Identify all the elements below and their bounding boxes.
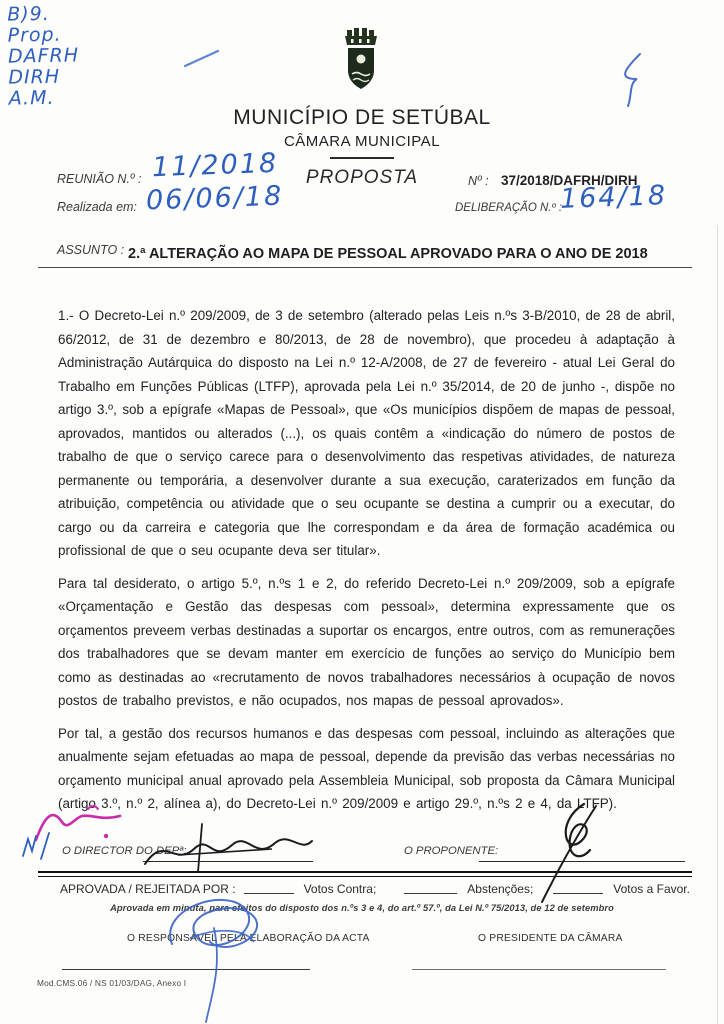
proponente-signature-scribble — [522, 798, 614, 906]
corner-annotation-line: DIRH — [8, 65, 61, 89]
assunto-value: 2.ª ALTERAÇÃO AO MAPA DE PESSOAL APROVADO PARA O ANO DE 2018 — [128, 246, 648, 262]
abstentions-blank — [404, 882, 457, 894]
responsavel-label: O RESPONSÁVEL PELA ELABORAÇÃO DA ACTA — [127, 933, 370, 944]
proponente-label: O PROPONENTE: — [404, 845, 499, 857]
body-paragraph: Para tal desiderato, o artigo 5.º, n.ºs 1 e 2, do referido Decreto-Lei n.º 209/2009, sob a epígrafe «Orçamentação e Gestão das despesas com pessoal», determina expressamente que os orçamentos preveem verbas destinadas a suportar os encargos, entre outros, com as remunerações dos trabalhadores que se devam manter em exercício de funções ao serviço do Município bem como as destinadas ao «recrutamento de novos trabalhadores necessários à ocupação de novos postos de trabalho previstos, e não ocupados, nos mapas de pessoal aprovados». — [58, 575, 675, 708]
body-paragraph: 1.- O Decreto-Lei n.º 209/2009, de 3 de setembro (alterado pelas Leis n.ºs 3-B/2010, de 28 de abril, 66/2012, de 31 de dezembro e 80/2013, de 28 de novembro), que procedeu à adaptação à Administração Autárquica do disposto na Lei n.º 12-A/2008, de 27 de fevereiro - atual Lei Geral do Trabalho em Funções Públicas (LTFP), aprovada pela Lei n.º 35/2014, de 20 de junho -, dispõe no artigo 3.º, sob a epígrafe «Mapas de Pessoal», que «Os municípios dispõem de mapas de pessoal, aprovados, mantidos ou alterados (...), os quais contêm a «indicação do número de postos de trabalho de que o serviço carece para o desenvolvimento das respetivas atividades, de natureza permanente ou temporária, a desenvolver durante a sua execução, caraterizados em função da atribuição, competência ou atividade que o seu ocupante se destina a cumprir ou a executar, do cargo ou da carreira e categoria que lhe correspondam e da área de formação académica ou profissional de que o seu ocupante deva ser titular». — [58, 308, 675, 558]
municipality-title: MUNICÍPIO DE SETÚBAL — [233, 106, 491, 129]
votes-against-label: Votos Contra; — [303, 882, 377, 896]
reuniao-value-handwritten: 11/2018 — [151, 147, 279, 184]
assunto-label: ASSUNTO : — [57, 243, 125, 257]
document-body — [58, 304, 675, 825]
minuta-note: Aprovada em minuta, para efeitos do disposto dos n.ºs 3 e 4, do art.º 57.º, da Lei N.º 75/2013, de 12 de setembro — [110, 903, 614, 913]
realizada-label: Realizada em: — [57, 200, 137, 214]
corner-annotation-line: A.M. — [8, 86, 55, 110]
header-rule — [330, 157, 394, 159]
numero-label: Nº : — [468, 174, 489, 188]
numero-value: 37/2018/DAFRH/DIRH — [501, 173, 638, 188]
realizada-value-handwritten: 06/06/18 — [145, 180, 284, 217]
presidente-label: O PRESIDENTE DA CÂMARA — [478, 933, 623, 944]
scan-edge-artifact — [717, 225, 718, 1024]
abstentions-label: Abstenções; — [467, 882, 534, 896]
deliberacao-value-handwritten: 164/18 — [559, 180, 668, 215]
assunto-rule — [38, 267, 692, 268]
margin-mark-scribble — [20, 830, 52, 862]
proposta-title: PROPOSTA — [305, 167, 419, 188]
director-label: O DIRECTOR DO DEPª: — [62, 845, 187, 857]
corner-annotation-line: Prop. — [7, 23, 62, 47]
checkmark-scribble — [612, 50, 654, 110]
form-reference: Mod.CMS.06 / NS 01/03/DAG, Anexo I — [37, 978, 187, 988]
stamp-scribble — [150, 886, 290, 1024]
pen-dash-scribble — [183, 48, 221, 68]
coat-of-arms-icon — [338, 26, 384, 100]
votes-favor-label: Votos a Favor. — [613, 882, 690, 896]
director-signature-scribble — [140, 822, 320, 874]
body-paragraph: Por tal, a gestão dos recursos humanos e das despesas com pessoal, incluindo as alterações que anualmente sejam efetuadas ao mapa de pessoal, depende da previsão das verbas necessárias no orçamento municipal anual aprovado pela Assembleia Municipal, sob proposta da Câmara Municipal (artigo 3.º, n.º 2, alínea a), do Decreto-Lei n.º 209/2009 e artigo 29.º, n.ºs 2 e 4, da LTFP). — [58, 725, 675, 811]
approval-label: APROVADA / REJEITADA POR : — [60, 882, 236, 896]
deliberacao-label: DELIBERAÇÃO N.º : — [455, 202, 563, 214]
reuniao-label: REUNIÃO N.º : — [57, 172, 142, 186]
corner-annotation-line: B)9. — [7, 2, 51, 26]
corner-annotation-line: DAFRH — [7, 44, 80, 68]
presidente-signature-line — [412, 969, 666, 970]
council-subtitle: CÂMARA MUNICIPAL — [283, 133, 441, 150]
corner-annotation — [7, 3, 80, 109]
